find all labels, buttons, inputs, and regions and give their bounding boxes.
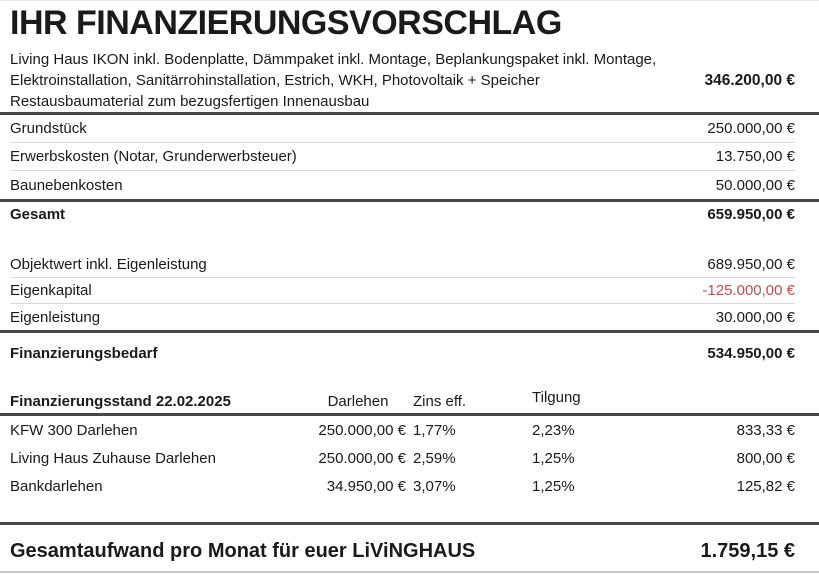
package-description-line: Restausbaumaterial zum bezugsfertigen Innenausbau xyxy=(10,93,370,110)
loan-amount: 34.950,00 € xyxy=(326,477,406,495)
divider xyxy=(0,522,819,525)
table-row xyxy=(10,171,795,199)
package-amount: 346.200,00 € xyxy=(704,71,795,89)
row-amount-negative: -125.000,00 € xyxy=(702,282,795,299)
loan-name: Living Haus Zuhause Darlehen xyxy=(10,449,216,467)
loan-monthly: 833,33 € xyxy=(736,421,795,439)
row-label: Eigenleistung xyxy=(10,308,101,326)
column-header-darlehen: Darlehen xyxy=(327,392,389,410)
row-amount: 250.000,00 € xyxy=(707,120,795,137)
loan-amount: 250.000,00 € xyxy=(318,421,406,439)
column-header-zins: Zins eff. xyxy=(413,392,467,410)
loan-row xyxy=(0,416,819,444)
row-amount: 50.000,00 € xyxy=(715,176,795,194)
table-row xyxy=(10,304,795,330)
loan-interest: 1,77% xyxy=(413,421,456,439)
loan-interest: 2,59% xyxy=(413,449,456,467)
loan-monthly: 800,00 € xyxy=(736,449,795,467)
loan-repayment: 2,23% xyxy=(532,421,575,439)
row-label: Baunebenkosten xyxy=(10,176,123,194)
row-amount: 689.950,00 € xyxy=(707,256,795,273)
financing-need-amount: 534.950,00 € xyxy=(707,344,795,362)
financing-need-label: Finanzierungsbedarf xyxy=(10,344,158,362)
row-amount: 13.750,00 € xyxy=(715,148,795,165)
loans-table xyxy=(0,389,819,500)
table-row xyxy=(10,252,795,278)
loan-repayment: 1,25% xyxy=(532,449,575,467)
loans-header-title: Finanzierungsstand 22.02.2025 xyxy=(10,392,231,410)
table-row xyxy=(10,115,795,143)
row-label: Eigenkapital xyxy=(10,282,92,299)
loans-table-header xyxy=(0,389,819,413)
package-summary xyxy=(10,49,795,112)
bottom-divider xyxy=(0,571,819,573)
loan-monthly: 125,82 € xyxy=(736,477,795,495)
footer-total-amount: 1.759,15 € xyxy=(700,539,795,562)
total-row xyxy=(10,202,795,226)
table-row xyxy=(10,143,795,171)
package-description xyxy=(10,49,704,112)
row-label: Objektwert inkl. Eigenleistung xyxy=(10,256,207,273)
footer-total-label: Gesamtaufwand pro Monat für euer LiViNGHAUS xyxy=(10,539,476,562)
loan-name: KFW 300 Darlehen xyxy=(10,421,138,439)
loan-row xyxy=(0,444,819,472)
footer-total-row xyxy=(0,537,819,565)
table-row xyxy=(10,278,795,304)
package-description-line: Living Haus IKON inkl. Bodenplatte, Dämmpaket inkl. Montage, Beplankungspaket inkl. Montage, xyxy=(10,51,657,68)
row-label: Erwerbskosten (Notar, Grunderwerbsteuer) xyxy=(10,148,297,165)
package-description-line: Elektroinstallation, Sanitärrohinstallation, Estrich, WKH, Photovoltaik + Speicher xyxy=(10,72,540,89)
page-title: IHR FINANZIERUNGSVORSCHLAG xyxy=(10,4,562,42)
loan-repayment: 1,25% xyxy=(532,477,575,495)
loan-row xyxy=(0,472,819,500)
row-amount: 30.000,00 € xyxy=(715,308,795,326)
loan-interest: 3,07% xyxy=(413,477,456,495)
financing-need-row xyxy=(10,333,795,373)
loan-name: Bankdarlehen xyxy=(10,477,103,495)
column-header-tilgung: Tilgung xyxy=(532,388,581,406)
loan-amount: 250.000,00 € xyxy=(318,449,406,467)
total-label: Gesamt xyxy=(10,205,66,223)
total-amount: 659.950,00 € xyxy=(707,205,795,223)
row-label: Grundstück xyxy=(10,120,87,137)
